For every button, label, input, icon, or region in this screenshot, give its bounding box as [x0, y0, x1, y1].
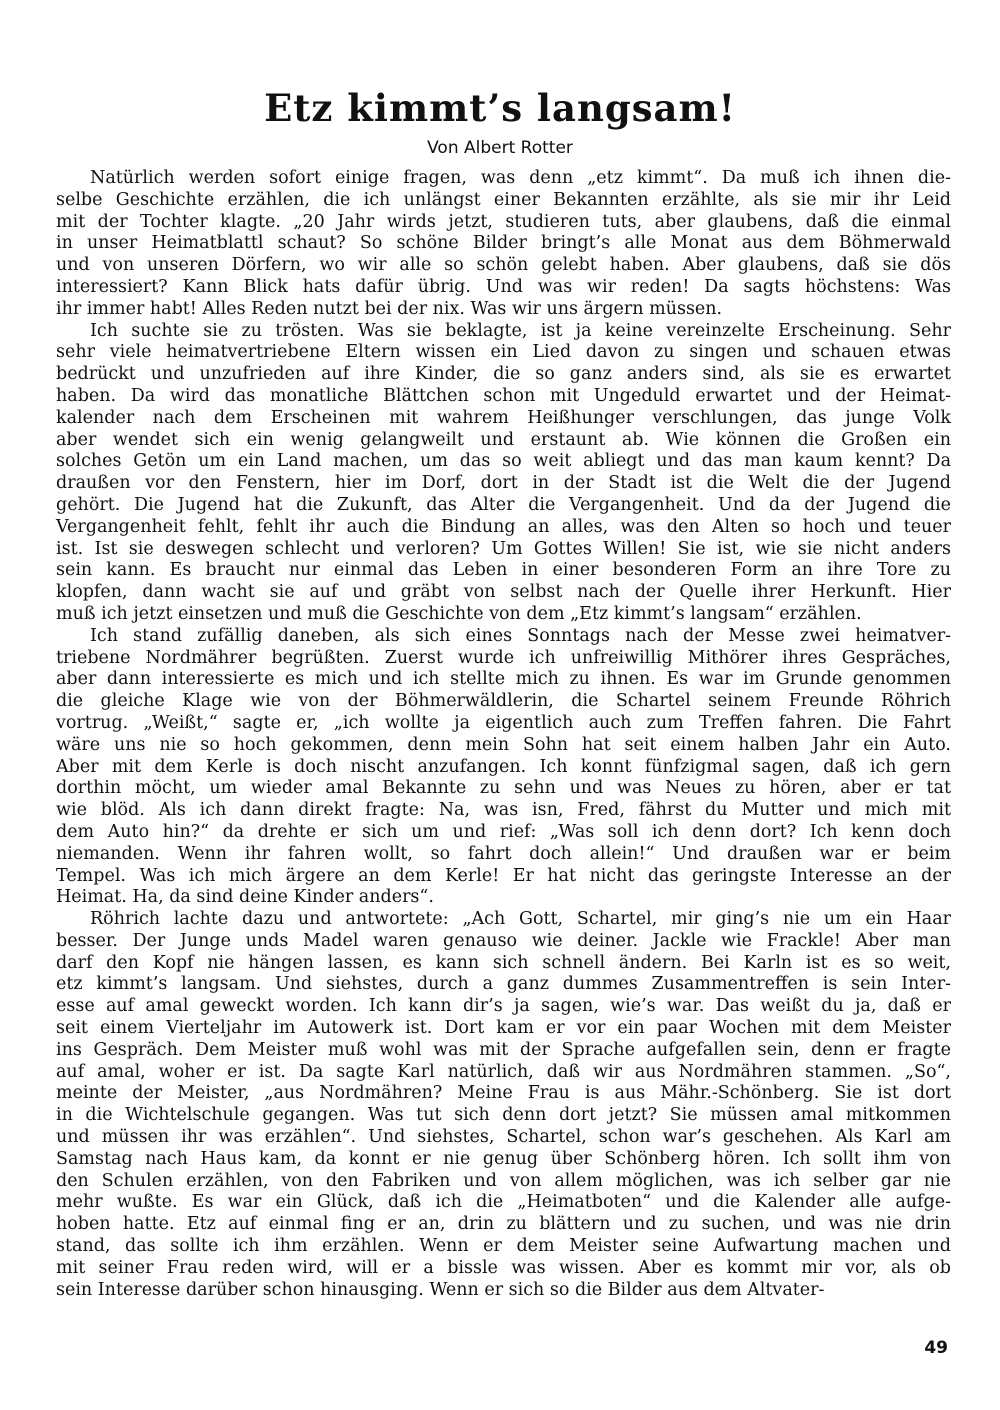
text-line: solches Getön um ein Land machen, um das so weit abliegt und das man kaum kennt? Da: [56, 451, 951, 472]
text-line: aber dann interessierte es mich und ich stellte mich zu ihnen. Es war im Grunde genommen: [56, 669, 951, 690]
text-line: in unser Heimatblattl schaut? So schöne Bilder bringt’s alle Monat aus dem Böhmerwald: [56, 233, 951, 254]
text-line: Natürlich werden sofort einige fragen, was denn „etz kimmt“. Da muß ich ihnen die-: [90, 168, 951, 188]
text-line: seit einem Vierteljahr im Autowerk ist. Dort kam er vor ein paar Wochen mit dem Meister: [56, 1018, 951, 1039]
text-line: den Schulen erzählen, von den Fabriken und von allem möglichen, was ich selber gar nie: [56, 1170, 951, 1191]
text-line: dorthin möcht, um wieder amal Bekannte zu sehn und was Neues zu hören, aber er tat: [56, 778, 951, 799]
paragraph: [56, 168, 951, 321]
text-line: aber wendet sich ein wenig gelangweilt und erstaunt ab. Wie können die Großen ein: [56, 429, 951, 450]
text-line: und von unseren Dörfern, wo wir alle so schön gelebt haben. Aber glaubens, daß sie dös: [56, 255, 951, 276]
text-line: interessiert? Kann Blick hats dafür übrig. Und was wir reden! Da sagts höchstens: Was: [56, 276, 951, 297]
text-line: ins Gespräch. Dem Meister muß wohl was mit der Sprache aufgefallen sein, denn er fragte: [56, 1039, 951, 1060]
paragraph: [56, 626, 951, 909]
text-line: mehr wußte. Es war ein Glück, daß ich die „Heimatboten“ und die Kalender alle aufge-: [56, 1192, 951, 1213]
text-line: selbe Geschichte erzählen, die ich unlängst einer Bekannten erzählte, als sie mir ihr Leid: [56, 189, 951, 210]
text-line: mit der Tochter klagte. „20 Jahr wirds jetzt, studieren tuts, aber glaubens, daß die einmal: [56, 211, 951, 232]
text-line: in die Wichtelschule gegangen. Was tut sich denn dort jetzt? Sie müssen amal mitkommen: [56, 1105, 951, 1126]
text-line: besser. Der Junge unds Madel waren genauso wie deiner. Jackle wie Frackle! Aber man: [56, 930, 951, 951]
text-line: wie blöd. Als ich dann direkt fragte: Na, was isn, Fred, fährst du Mutter und mich mit: [56, 800, 951, 821]
text-line: auf amal, woher er ist. Da sagte Karl natürlich, daß wir aus Nordmähren stammen. „So“,: [56, 1061, 951, 1082]
text-line: ist. Ist sie deswegen schlecht und verloren? Um Gottes Willen! Sie ist, wie sie nicht anders: [56, 538, 951, 559]
text-line: die gleiche Klage wie von der Böhmerwäldlerin, die Schartel seinem Freunde Röhrich: [56, 691, 951, 712]
text-line: und müssen ihr was erzählen“. Und siehstes, Schartel, schon war’s geschehen. Als Karl am: [56, 1127, 951, 1148]
article-body: [56, 168, 951, 1301]
text-line: wäre uns nie so hoch gekommen, denn mein Sohn hat seit einem halben Jahr ein Auto.: [56, 734, 951, 755]
text-line: stand, das sollte ich ihm erzählen. Wenn er dem Meister seine Aufwartung machen und: [56, 1236, 951, 1257]
text-line: hoben hatte. Etz auf einmal fing er an, drin zu blättern und zu suchen, und was nie drin: [56, 1214, 951, 1235]
text-line: sein Interesse darüber schon hinausging. Wenn er sich so die Bilder aus dem Altvater-: [56, 1279, 825, 1300]
text-line: vortrug. „Weißt,“ sagte er, „ich wollte ja eigentlich auch zum Treffen fahren. Die Fahrt: [56, 712, 951, 733]
text-line: ihr immer habt! Alles Reden nutzt bei der nix. Was wir uns ärgern müssen.: [56, 298, 723, 319]
text-line: Röhrich lachte dazu und antwortete: „Ach Gott, Schartel, mir ging’s nie um ein Haar: [90, 909, 951, 930]
text-line: gehört. Die Jugend hat die Zukunft, das Alter die Vergangenheit. Und da der Jugend die: [56, 494, 951, 515]
text-line: haben. Da wird das monatliche Blättchen schon mit Ungeduld erwartet und der Heimat-: [56, 385, 951, 406]
text-line: sein kann. Es braucht nur einmal das Leben in einer besonderen Form an ihre Tore zu: [56, 560, 951, 581]
page-number: 49: [924, 1338, 948, 1358]
article-title: Etz kimmt’s langsam!: [264, 86, 736, 130]
paragraph: [56, 909, 951, 1301]
text-line: meinte der Meister, „aus Nordmähren? Meine Frau is aus Mähr.-Schönberg. Sie ist dort: [56, 1083, 951, 1104]
text-line: kalender nach dem Erscheinen mit wahrem Heißhunger verschlungen, das junge Volk: [56, 407, 951, 428]
text-line: Vergangenheit fehlt, fehlt ihr auch die Bindung an alles, was den Alten so hoch und teuer: [56, 516, 951, 537]
text-line: etz kimmt’s langsam. Und siehstes, durch a ganz dummes Zusammentreffen is sein Inter-: [56, 974, 951, 995]
article-byline: Von Albert Rotter: [427, 138, 573, 158]
text-line: Heimat. Ha, da sind deine Kinder anders“.: [56, 887, 434, 908]
text-line: Ich suchte sie zu trösten. Was sie beklagte, ist ja keine vereinzelte Erscheinung. Sehr: [90, 320, 951, 341]
text-line: muß ich jetzt einsetzen und muß die Geschichte von dem „Etz kimmt’s langsam“ erzählen.: [56, 603, 862, 624]
text-line: Aber mit dem Kerle is doch nischt anzufangen. Ich konnt fünfzigmal sagen, daß ich gern: [56, 756, 951, 777]
text-line: bedrückt und unzufrieden auf ihre Kinder, die so ganz anders sind, als sie es erwartet: [56, 364, 951, 385]
paragraph: [56, 321, 951, 626]
text-line: draußen vor den Fenstern, hier im Dorf, dort in der Stadt ist die Welt die der Jugend: [56, 473, 951, 494]
text-line: darf den Kopf nie hängen lassen, es kann sich schnell ändern. Bei Karln ist es so weit,: [56, 952, 951, 973]
text-line: dem Auto hin?“ da drehte er sich um und rief: „Was soll ich denn dort? Ich kenn doch: [56, 821, 951, 842]
text-line: klopfen, dann wacht sie auf und gräbt von selbst nach der Quelle ihrer Herkunft. Hier: [56, 582, 951, 603]
text-line: sehr viele heimatvertriebene Eltern wissen ein Lied davon zu singen und schauen etwas: [56, 342, 951, 363]
text-line: esse auf amal geweckt worden. Ich kann dir’s ja sagen, wie’s war. Das weißt du ja, daß er: [56, 996, 951, 1017]
text-line: Ich stand zufällig daneben, als sich eines Sonntags nach der Messe zwei heimatver-: [90, 625, 951, 646]
text-line: Samstag nach Haus kam, da konnt er nie genug über Schönberg hören. Ich sollt ihm von: [56, 1148, 951, 1169]
text-line: triebene Nordmährer begrüßten. Zuerst wurde ich unfreiwillig Mithörer ihres Gespräches,: [56, 647, 951, 668]
text-line: niemanden. Wenn ihr fahren wollt, so fahrt doch allein!“ Und draußen war er beim: [56, 843, 951, 864]
text-line: Tempel. Was ich mich ärgere an dem Kerle! Er hat nicht das geringste Interesse an der: [56, 865, 951, 886]
text-line: mit seiner Frau reden wird, will er a bissle was wissen. Aber es kommt mir vor, als ob: [56, 1257, 951, 1278]
